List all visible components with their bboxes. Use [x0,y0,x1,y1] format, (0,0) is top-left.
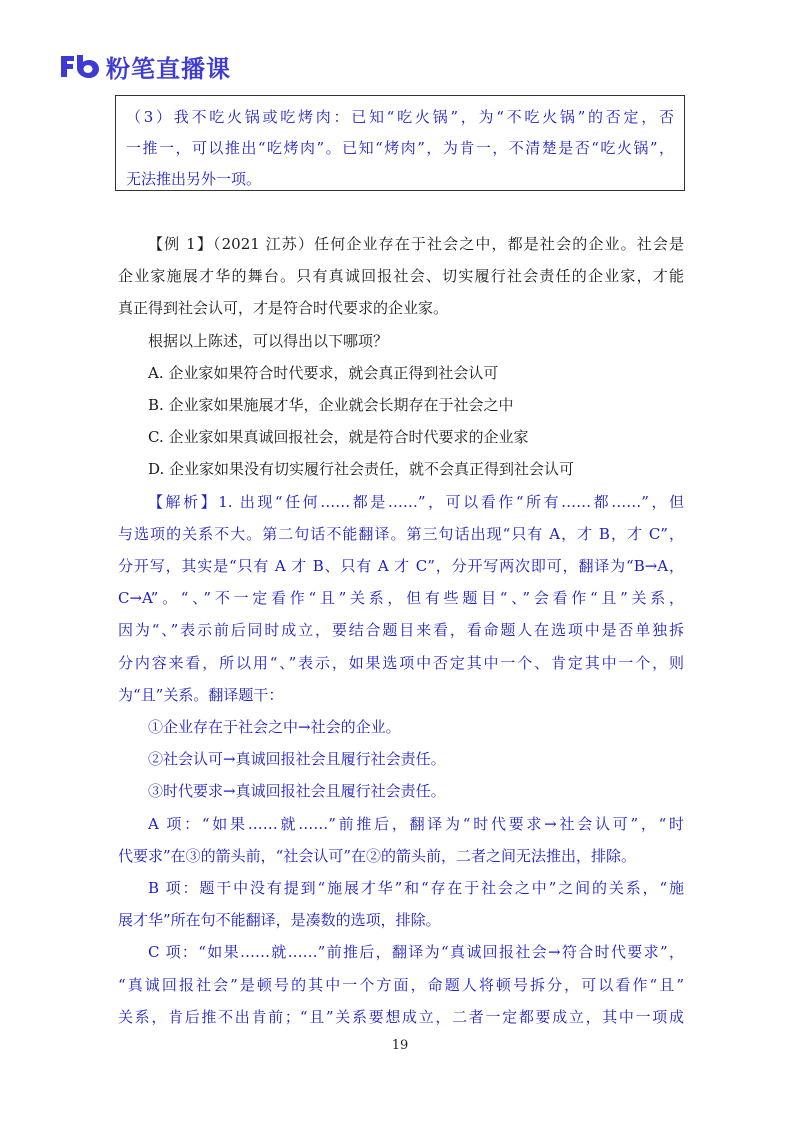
document-body [118,228,684,1033]
analysis-c-line: C 项：“如果……就……”前推后，翻译为“真诚回报社会→符合时代要求”， [148,943,684,962]
translation-1: ①企业存在于社会之中→社会的企业。 [148,718,401,737]
analysis-line: 为“且”关系。翻译题干： [118,685,284,704]
option-c: C. 企业家如果真诚回报社会，就是符合时代要求的企业家 [148,428,529,447]
analysis-b-line: B 项：题干中没有提到“施展才华”和“存在于社会之中”之间的关系，“施 [148,879,684,898]
note-line-3: 无法推出另外一项。 [126,170,262,188]
analysis-b-line: 展才华”所在句不能翻译，是凑数的选项，排除。 [118,911,441,930]
note-line-1: （3）我不吃火锅或吃烤肉：已知“吃火锅”，为“不吃火锅”的否定，否 [126,108,674,126]
translation-3: ③时代要求→真诚回报社会且履行社会责任。 [148,782,446,801]
question-line-1: 【例 1】（2021 江苏）任何企业存在于社会之中，都是社会的企业。社会是 [148,235,684,253]
question-prompt: 根据以上陈述，可以得出以下哪项？ [148,331,389,350]
analysis-a-line: 代要求”在③的箭头前，“社会认可”在②的箭头前，二者之间无法推出，排除。 [118,846,637,865]
analysis-line: 分开写，其实是“只有 A 才 B、只有 A 才 C”，分开写两次即可，翻译为“B→A， [118,557,684,576]
brand-name: 粉笔直播课 [106,54,231,83]
analysis-a-line: A 项：“如果……就……”前推后，翻译为“时代要求→社会认可”，“时 [148,814,684,833]
note-line-2: 一推一，可以推出“吃烤肉”。已知“烤肉”，为肯一，不清楚是否“吃火锅”， [126,139,674,157]
option-d: D. 企业家如果没有切实履行社会责任，就不会真正得到社会认可 [148,460,575,479]
analysis-c-line: 关系，肯后推不出肯前；“且”关系要想成立，二者一定都要成立，其中一项成 [118,1007,684,1026]
fb-logo-icon [58,52,102,80]
page-number: 19 [391,1038,409,1053]
analysis-c-line: “真诚回报社会”是顿号的其中一个方面，命题人将顿号拆分，可以看作“且” [118,975,684,994]
note-box [115,95,685,191]
translation-2: ②社会认可→真诚回报社会且履行社会责任。 [148,750,446,769]
analysis-line: 与选项的关系不大。第二句话不能翻译。第三句话出现“只有 A，才 B，才 C”， [118,524,684,543]
analysis-line: 【解析】1. 出现“任何……都是……”，可以看作“所有……都……”，但 [148,492,684,511]
question-line-3: 真正得到社会认可，才是符合时代要求的企业家。 [118,299,449,318]
option-b: B. 企业家如果施展才华，企业就会长期存在于社会之中 [148,396,514,415]
brand-logo [58,50,231,82]
analysis-line: 因为“、”表示前后同时成立，要结合题目来看，看命题人在选项中是否单独拆 [118,621,684,640]
option-a: A. 企业家如果符合时代要求，就会真正得到社会认可 [148,363,499,382]
question-line-2: 企业家施展才华的舞台。只有真诚回报社会、切实履行社会责任的企业家，才能 [118,267,684,286]
analysis-line: 分内容来看，所以用“、”表示，如果选项中否定其中一个、肯定其中一个，则 [118,653,684,672]
analysis-line: C→A”。“、”不一定看作“且”关系，但有些题目“、”会看作“且”关系， [118,589,684,608]
